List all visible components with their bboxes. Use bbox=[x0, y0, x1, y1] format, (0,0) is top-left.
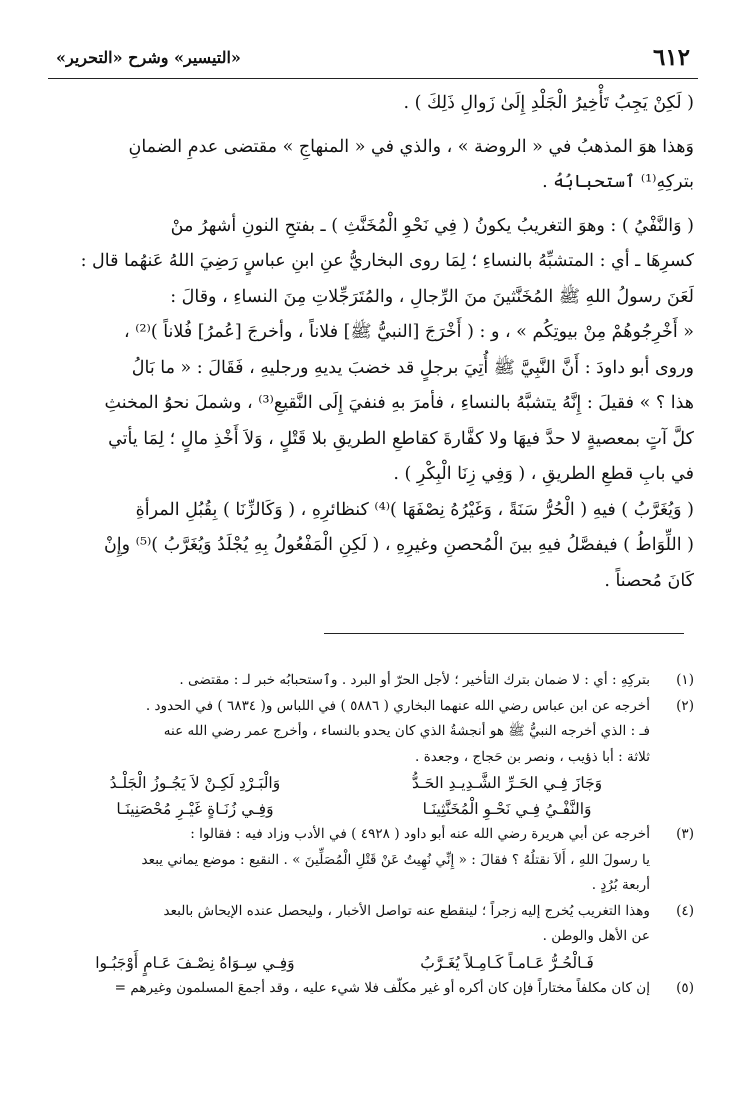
footnote-number: (٣) bbox=[676, 826, 694, 842]
footnotes bbox=[52, 668, 694, 1001]
main-text bbox=[52, 86, 694, 599]
verse-hemistich: وَفِـي زُنَـاةٍ غَيْـرِ مُحْصَنِينَـا bbox=[116, 800, 274, 818]
footnote-5 bbox=[52, 976, 694, 1002]
footnote-line: أخرجه عن أبي هريرة رضي الله عنه أبو داود ( ٤٩٢٨ ) في الأدب وزاد فيه : فقالوا : bbox=[190, 826, 650, 842]
verse-line bbox=[52, 770, 650, 796]
footnote-number: (١) bbox=[676, 672, 694, 688]
footnote-number: (٥) bbox=[676, 979, 694, 996]
footnote-line: وهذا التغريب يُخرج إليه زجراً ؛ لينقطع عنه تواصل الأخبار ، وليحصل عنده الإيحاش بالبعد bbox=[163, 902, 650, 919]
text-line: وروى أبو داودَ : أَنَّ النَّبِيَّ ﷺ أُتِيَ برجلٍ قد خضبَ يديهِ ورجليهِ ، فَقَالَ : « ما بَالُ bbox=[131, 357, 694, 378]
verse-line bbox=[52, 796, 650, 822]
text-line: ( اللِّوَاطُ ) فيفصَّلُ فيهِ بينَ الْمُحصنِ وغيرِهِ ، ( لَكِنِ الْمَفْعُولُ بِهِ يُجْلَدُ وَيُغَرَّبُ )⁽⁵⁾ وإِنْ bbox=[103, 535, 694, 555]
text-line: ( لَكِنْ يَجِبُ تَأْخِيرُ الْجَلْدِ إِلَىٰ زَوالِ ذَلِكَ ) . bbox=[403, 93, 694, 113]
footnote-line: بتركِهِ : أي : لا ضمان بترك التأخير ؛ لأجل الحرّ أو البرد . وٱستحبابُه خبر لـ : مقتضى . bbox=[179, 672, 650, 688]
footnote-line: أخرجه عن ابن عباس رضي الله عنهما البخاري ( ٥٨٨٦ ) في اللباس و( ٦٨٣٤ ) في الحدود . bbox=[145, 697, 650, 714]
footnote-3 bbox=[52, 822, 694, 899]
footnote-4 bbox=[52, 899, 694, 976]
footnote-number: (٤) bbox=[676, 902, 694, 919]
page-number: ٦١٢ bbox=[652, 44, 690, 71]
footnote-number: (٢) bbox=[676, 697, 694, 714]
text-line: كَانَ مُحصناً . bbox=[604, 570, 694, 591]
footnote-line: فـ : الذي أخرجه النبيُّ ﷺ هو أنجشةُ الذي كان يحدو بالنساء ، وأخرج عمر رضي الله عنه bbox=[163, 723, 650, 739]
footnote-2 bbox=[52, 694, 694, 823]
text-line: ( وَيُغَرَّبُ ) فيهِ ( الْحُرُّ سَنَةً ، وَغَيْرُهُ نِصْفَهَا )⁽⁴⁾ كنظائرِهِ ، ( وَكَالزِّنَا ) بِقُبُلِ المرأةِ bbox=[135, 499, 694, 520]
text-line: « أَخْرِجُوهُمْ مِنْ بيوتِكُم » ، و : ( أَخْرَجَ [النبيُّ ﷺ] فلاناً ، وأخرجَ [عُمرُ] فُلاناً )⁽²⁾ ، bbox=[124, 322, 694, 342]
text-line: كلَّ آتٍ بمعصيةٍ لا حدَّ فيهَا ولا كفَّارةَ كقاطعِ الطريقِ بلا قَتْلٍ ، وَلاَ أَخْذِ مالٍ ؛ لِمَا يأتي bbox=[108, 428, 694, 449]
running-title: «التيسير» وشرح «التحرير» bbox=[56, 48, 241, 67]
verse-hemistich: فَـالْحُـرُّ عَـامـاً كَـامِـلاً يُغَـرَّبُ bbox=[420, 953, 594, 972]
text-line: بتركِهِ⁽¹⁾ ٱستحبابُهُ . bbox=[542, 172, 694, 192]
footnote-1 bbox=[52, 668, 694, 694]
footnote-line: يا رسولَ اللهِ ، أَلاَ نقتلُهُ ؟ فقالَ : « إِنِّي نُهِيتُ عَنْ قَتْلِ الْمُصَلِّينَ » . النقيع : موضع يماني يبعد bbox=[141, 851, 650, 868]
footnote-rule bbox=[324, 633, 684, 634]
text-line: في بابِ قطعِ الطريقِ ، ( وَفِي زِنَا الْبِكْرِ ) . bbox=[393, 464, 694, 484]
footnote-line: عن الأهل والوطن . bbox=[542, 928, 650, 944]
verse-hemistich: وَفِـي سِـوَاهُ نِصْـفَ عَـامٍ أَوْجَبُـوا bbox=[95, 953, 295, 972]
footnote-line: أربعة بُرُدٍ . bbox=[591, 877, 650, 893]
text-line: وَهذا هوَ المذهبُ في « الروضة » ، والذي في « المنهاجِ » مقتضى عدمِ الضمانِ bbox=[128, 136, 694, 157]
verse-hemistich: وَالنَّفْـيُ فِـي نَحْـوِ الْمُخَنَّثِينَـا bbox=[422, 800, 592, 818]
footnote-line: ثلاثة : أبا ذؤيب ، ونصر بن حَجاج ، وجعدة . bbox=[415, 748, 650, 765]
verse-hemistich: وَجَازَ فِـي الحَـرِّ الشَّـدِيـدِ الحَـدُّ bbox=[411, 774, 603, 792]
text-line: ( وَالنَّفْيُ ) : وهوَ التغريبُ يكونُ ( فِي نَحْوِ الْمُخَنَّثِ ) ـ بفتحِ النونِ أشهرُ منْ bbox=[170, 215, 694, 236]
footnote-line: إن كان مكلفاً مختاراً فإن كان أكره أو غير مكلّف فلا شيء عليه ، وقد أجمعَ المسلمون وغيرهم = bbox=[114, 979, 650, 996]
text-line: لَعَنَ رسولُ اللهِ ﷺ المُخَنَّثينَ منَ الرِّجالِ ، والمُتَرَجِّلاتِ مِنَ النساءِ ، وقالَ : bbox=[170, 286, 694, 307]
text-line: كسرِهَا ـ أي : المتشبِّهُ بالنساءِ ؛ لِمَا روى البخاريُّ عنِ ابنِ عباسٍ رَضِيَ اللهُ عَنهُما قال : bbox=[80, 251, 694, 271]
verse-hemistich: وَالْبَـرْدِ لَكِـنْ لاَ يَجُـوزُ الْجَلْـدُ bbox=[109, 774, 281, 792]
verse-line bbox=[52, 950, 650, 976]
header-rule bbox=[48, 78, 698, 79]
text-line: هذا ؟ » فقيلَ : إِنَّهُ يتشبَّهُ بالنساءِ ، فأمرَ بهِ فنفيَ إِلَى النَّقيعِ⁽³⁾ ، وشملَ نحوُ المخنثِ bbox=[104, 393, 694, 413]
